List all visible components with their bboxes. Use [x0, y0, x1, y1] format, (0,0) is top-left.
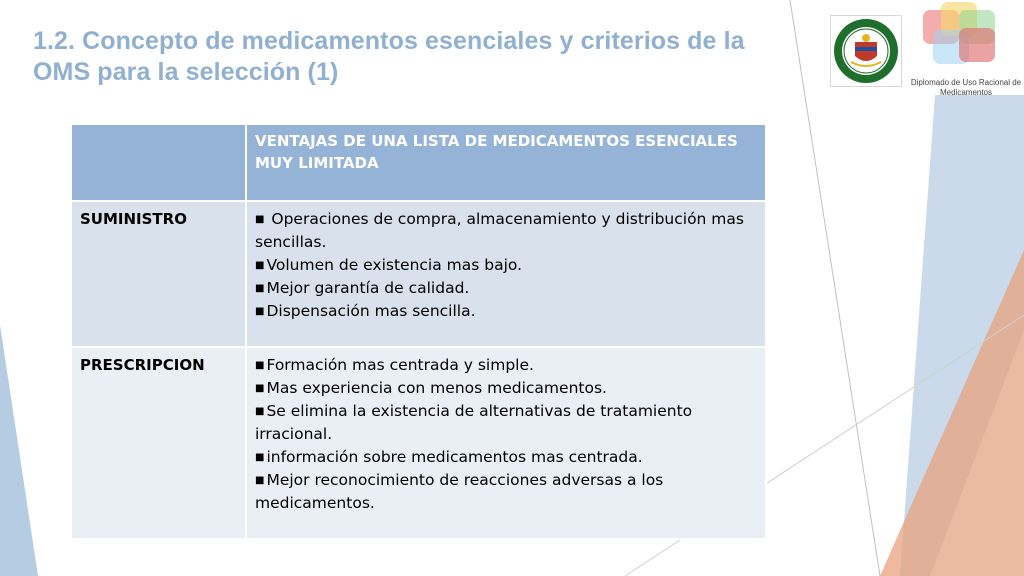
diplomado-logo-icon	[921, 2, 1001, 74]
list-item: ■ Dispensación mas sencilla.	[255, 302, 476, 320]
row-items-suministro	[246, 201, 766, 347]
table-row-suministro	[71, 201, 766, 347]
seal-icon	[831, 16, 901, 86]
list-item: ■ información sobre medicamentos mas centrada.	[255, 448, 643, 466]
slide-title-line-2: OMS para la selección (1)	[33, 58, 339, 86]
list-item: ■ Mas experiencia con menos medicamentos.	[255, 379, 607, 397]
advantages-table	[70, 123, 767, 540]
bullet-square-icon: ■	[255, 283, 265, 294]
bullet-square-icon: ■	[255, 406, 265, 417]
bullet-square-icon: ■	[255, 452, 265, 463]
bullet-square-icon: ■	[255, 306, 265, 317]
table-row-prescripcion	[71, 347, 766, 539]
logo-caption-line-2: Medicamentos	[939, 88, 993, 97]
logo-caption	[908, 78, 1024, 98]
bullet-square-icon: ■	[255, 360, 265, 371]
list-item: ■ Mejor garantía de calidad.	[255, 279, 470, 297]
bullet-square-icon: ■	[255, 475, 265, 486]
bullet-square-icon: ■	[255, 383, 265, 394]
list-item: ■ Operaciones de compra, almacenamiento y distribución mas sencillas.	[255, 210, 744, 251]
logo-caption-line-1: Diplomado de Uso Racional de	[910, 78, 1022, 87]
header-empty-cell	[71, 124, 246, 201]
list-item: ■ Volumen de existencia mas bajo.	[255, 256, 523, 274]
bullet-square-icon: ■	[255, 260, 265, 271]
slide-title-line-1: 1.2. Concepto de medicamentos esenciales y criterios de la	[33, 27, 745, 55]
header-title-cell: VENTAJAS DE UNA LISTA DE MEDICAMENTOS ESENCIALES MUY LIMITADA	[246, 124, 766, 201]
row-label-prescripcion: PRESCRIPCION	[71, 347, 246, 539]
list-item: ■ Mejor reconocimiento de reacciones adversas a los medicamentos.	[255, 471, 664, 512]
slide-title	[33, 26, 753, 88]
row-label-suministro: SUMINISTRO	[71, 201, 246, 347]
bullet-square-icon: ■	[255, 214, 265, 225]
table-header-row	[71, 124, 766, 201]
list-item: ■ Formación mas centrada y simple.	[255, 356, 534, 374]
university-seal	[830, 15, 902, 87]
row-items-prescripcion	[246, 347, 766, 539]
list-item: ■ Se elimina la existencia de alternativas de tratamiento irracional.	[255, 402, 693, 443]
left-blue-accent	[0, 325, 38, 576]
